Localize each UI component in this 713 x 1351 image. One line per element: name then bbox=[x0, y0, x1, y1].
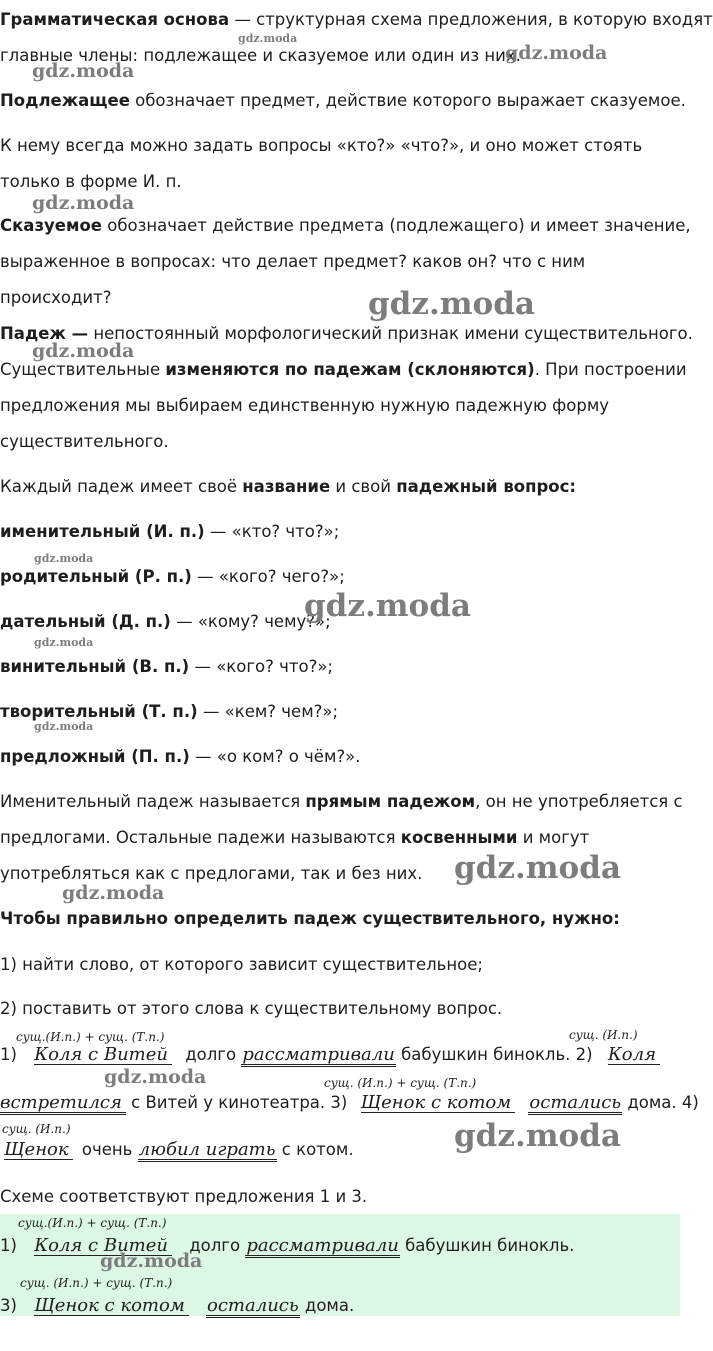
text-line bbox=[0, 792, 683, 812]
text: и могут bbox=[517, 828, 590, 847]
answer-line-3 bbox=[0, 1296, 354, 1318]
text-line: существительного. bbox=[0, 432, 169, 451]
bold-text: косвенными bbox=[400, 828, 518, 847]
text: Существительные bbox=[0, 360, 166, 379]
definition-predicate bbox=[0, 216, 691, 236]
subject-underlined: Щенок с котом bbox=[361, 1093, 516, 1113]
bold-text: : bbox=[569, 477, 577, 496]
annotation: сущ.(И.п.) + сущ. (Т.п.) bbox=[16, 1030, 165, 1044]
subject-underlined: Коля с Витей bbox=[34, 1236, 172, 1256]
text: непостоянный морфологический признак имени существительного. bbox=[88, 324, 693, 343]
watermark-logo: gdz.moda bbox=[32, 340, 135, 362]
case-name: родительный (Р. п.) bbox=[0, 567, 192, 586]
text-line: К нему всегда можно задать вопросы «кто?» «что?», и оно может стоять bbox=[0, 136, 643, 155]
text: дома. 4) bbox=[627, 1093, 699, 1112]
case-question: — «кому? чему?»; bbox=[170, 612, 331, 631]
definition-grammatical-basis bbox=[0, 10, 713, 30]
case-item bbox=[0, 612, 331, 632]
answer-line-1 bbox=[0, 1236, 574, 1258]
watermark-logo: gdz.moda bbox=[62, 882, 165, 904]
section-heading: Чтобы правильно определить падеж существительного, нужно: bbox=[0, 909, 620, 928]
watermark-logo: gdz.moda bbox=[238, 32, 298, 45]
text: с котом. bbox=[281, 1140, 354, 1159]
predicate-underlined: рассматривали bbox=[242, 1044, 395, 1065]
watermark-logo: gdz.moda bbox=[454, 850, 621, 886]
term-predicate: Сказуемое bbox=[0, 216, 102, 235]
predicate-underlined: остались bbox=[207, 1295, 299, 1316]
case-question: — «кого? что?»; bbox=[189, 657, 333, 676]
watermark-logo: gdz.moda bbox=[34, 720, 94, 733]
case-item bbox=[0, 522, 339, 542]
text: и свой bbox=[330, 477, 397, 496]
step-item: 1) найти слово, от которого зависит существительное; bbox=[0, 955, 483, 974]
text-line: происходит? bbox=[0, 288, 112, 307]
text: Каждый падеж имеет своё bbox=[0, 477, 243, 496]
text-line bbox=[0, 828, 589, 848]
subject-underlined: Коля с Витей bbox=[34, 1045, 172, 1065]
text: дома. bbox=[304, 1296, 355, 1315]
text-line: употребляться как с предлогами, так и без них. bbox=[0, 864, 423, 883]
case-question: — «кем? чем?»; bbox=[197, 702, 339, 721]
text: , он не употребляется с bbox=[475, 792, 683, 811]
example-line-3 bbox=[0, 1140, 354, 1162]
text: бабушкин бинокль. bbox=[405, 1236, 575, 1255]
text: предлогами. Остальные падежи называются bbox=[0, 828, 401, 847]
subject-underlined: Коля bbox=[608, 1045, 660, 1065]
bold-text: название bbox=[242, 477, 331, 496]
bold-text: прямым падежом bbox=[305, 792, 476, 811]
text-line: только в форме И. п. bbox=[0, 172, 182, 191]
bold-text: изменяются по падежам (склоняются) bbox=[165, 360, 535, 379]
predicate-underlined: любил играть bbox=[138, 1139, 276, 1160]
text-line: главные члены: подлежащее и сказуемое или один из них. bbox=[0, 46, 521, 65]
predicate-underlined: рассматривали bbox=[246, 1235, 399, 1256]
watermark-logo: gdz.moda bbox=[304, 588, 471, 624]
text-line: предложения мы выбираем единственную нужную падежную форму bbox=[0, 396, 610, 415]
text: обозначает действие предмета (подлежащего) и имеет значение, bbox=[102, 216, 691, 235]
text-line bbox=[0, 360, 687, 380]
text-line bbox=[0, 477, 576, 497]
term-case: Падеж — bbox=[0, 324, 89, 343]
case-item bbox=[0, 657, 333, 677]
predicate-underlined: встретился bbox=[0, 1093, 126, 1115]
watermark-logo: gdz.moda bbox=[454, 1118, 621, 1154]
text: с Витей у кинотеатра. 3) bbox=[131, 1093, 348, 1112]
watermark-logo: gdz.moda bbox=[32, 192, 135, 214]
case-item bbox=[0, 702, 338, 722]
subject-underlined: Щенок bbox=[4, 1140, 73, 1160]
case-question: — «кого? чего?»; bbox=[191, 567, 345, 586]
text: долго bbox=[185, 1045, 237, 1064]
text: . При построении bbox=[534, 360, 687, 379]
case-question: — «кто? что?»; bbox=[204, 522, 340, 541]
watermark-logo: gdz.moda bbox=[368, 286, 535, 322]
watermark-logo: gdz.moda bbox=[104, 1066, 207, 1088]
step-item: 2) поставить от этого слова к существительному вопрос. bbox=[0, 999, 503, 1018]
example-line-2 bbox=[0, 1093, 699, 1115]
case-name: дательный (Д. п.) bbox=[0, 612, 171, 631]
text: долго bbox=[189, 1236, 241, 1255]
conclusion: Схеме соответствуют предложения 1 и 3. bbox=[0, 1187, 368, 1206]
subject-underlined: Щенок с котом bbox=[34, 1296, 189, 1316]
term-subject: Подлежащее bbox=[0, 91, 130, 110]
case-question: — «о ком? о чём?». bbox=[189, 747, 361, 766]
bold-text: падежный вопрос bbox=[396, 477, 570, 496]
watermark-logo: gdz.moda bbox=[505, 42, 608, 64]
annotation: сущ. (И.п.) + сущ. (Т.п.) bbox=[20, 1276, 173, 1290]
example-number: 1) bbox=[0, 1236, 17, 1255]
watermark-logo: gdz.moda bbox=[100, 1250, 203, 1272]
annotation: сущ. (И.п.) bbox=[569, 1028, 638, 1042]
case-item bbox=[0, 747, 361, 767]
example-number: 1) bbox=[0, 1045, 17, 1064]
case-name: винительный (В. п.) bbox=[0, 657, 190, 676]
text: Именительный падеж называется bbox=[0, 792, 306, 811]
watermark-logo: gdz.moda bbox=[34, 636, 94, 649]
example-number: 3) bbox=[0, 1296, 17, 1315]
text: — структурная схема предложения, в которую входят bbox=[229, 10, 713, 29]
case-name: предложный (П. п.) bbox=[0, 747, 190, 766]
watermark-logo: gdz.moda bbox=[32, 60, 135, 82]
text: бабушкин бинокль. 2) bbox=[401, 1045, 593, 1064]
case-item bbox=[0, 567, 345, 587]
text: очень bbox=[81, 1140, 133, 1159]
watermark-logo: gdz.moda bbox=[34, 552, 94, 565]
case-name: творительный (Т. п.) bbox=[0, 702, 198, 721]
case-name: именительный (И. п.) bbox=[0, 522, 205, 541]
term-grammatical-basis: Грамматическая основа bbox=[0, 10, 230, 29]
annotation: сущ.(И.п.) + сущ. (Т.п.) bbox=[18, 1216, 167, 1230]
annotation: сущ. (И.п.) + сущ. (Т.п.) bbox=[324, 1076, 477, 1090]
text-line: выраженное в вопросах: что делает предмет? каков он? что с ним bbox=[0, 252, 586, 271]
predicate-underlined: остались bbox=[529, 1092, 622, 1113]
annotation: сущ. (И.п.) bbox=[2, 1122, 71, 1136]
example-line-1 bbox=[0, 1045, 660, 1067]
definition-subject bbox=[0, 91, 686, 111]
text: обозначает предмет, действие которого выражает сказуемое. bbox=[129, 91, 686, 110]
